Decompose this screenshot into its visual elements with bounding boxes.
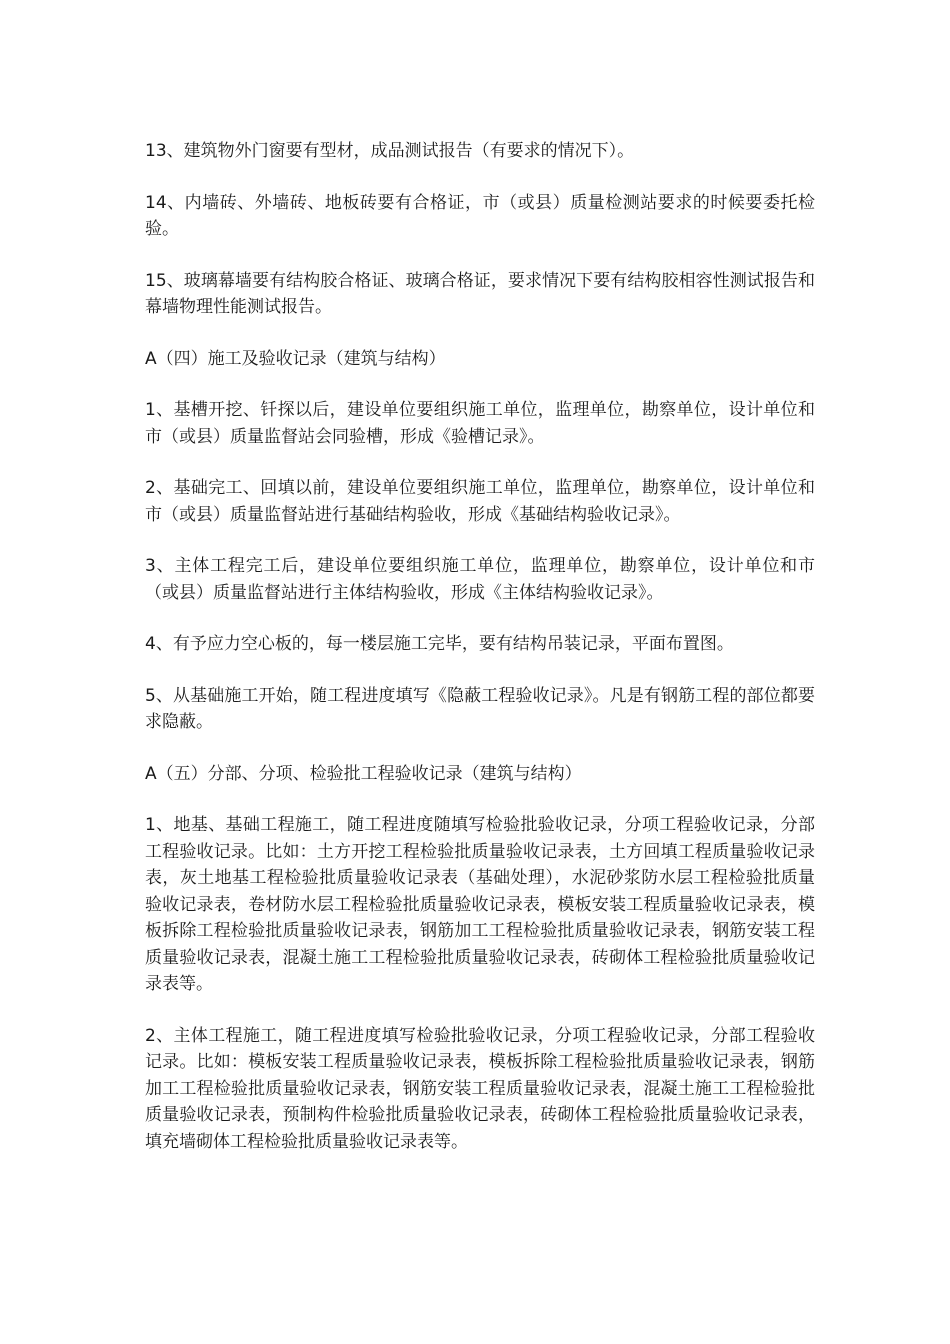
- paragraph-item-15: 15、玻璃幕墙要有结构胶合格证、玻璃合格证，要求情况下要有结构胶相容性测试报告和幕墙物理性能测试报告。: [145, 270, 815, 317]
- section-heading-4: A（四）施工及验收记录（建筑与结构）: [145, 348, 446, 369]
- paragraph-item-1b: 1、地基、基础工程施工，随工程进度随填写检验批验收记录，分项工程验收记录，分部工程验收记录。比如：土方开挖工程检验批质量验收记录表，土方回填工程质量验收记录表，灰土地基工程检验批质量验收记录表（基础处理），水泥砂浆防水层工程检验批质量验收记录表，卷材防水层工程检验批质量验收记录表，模板安装工程质量验收记录表，模板拆除工程检验批质量验收记录表，钢筋加工工程检验批质量验收记录表，钢筋安装工程质量验收记录表，混凝土施工工程检验批质量验收记录表，砖砌体工程检验批质量验收记录表等。: [145, 815, 815, 994]
- paragraph-item-1: 1、基槽开挖、钎探以后，建设单位要组织施工单位，监理单位，勘察单位，设计单位和市（或县）质量监督站会同验槽，形成《验槽记录》。: [145, 400, 815, 447]
- paragraph-item-14: 14、内墙砖、外墙砖、地板砖要有合格证，市（或县）质量检测站要求的时候要委托检验。: [145, 192, 815, 239]
- paragraph-item-2: 2、基础完工、回填以前，建设单位要组织施工单位，监理单位，勘察单位，设计单位和市（或县）质量监督站进行基础结构验收，形成《基础结构验收记录》。: [145, 478, 815, 525]
- paragraph-item-5: 5、从基础施工开始，随工程进度填写《隐蔽工程验收记录》。凡是有钢筋工程的部位都要求隐蔽。: [145, 685, 815, 732]
- section-heading-5: A（五）分部、分项、检验批工程验收记录（建筑与结构）: [145, 763, 582, 784]
- paragraph-item-13: 13、建筑物外门窗要有型材，成品测试报告（有要求的情况下）。: [145, 141, 635, 161]
- paragraph-item-2b: 2、主体工程施工，随工程进度填写检验批验收记录，分项工程验收记录，分部工程验收记录。比如：模板安装工程质量验收记录表，模板拆除工程检验批质量验收记录表，钢筋加工工程检验批质量验收记录表，钢筋安装工程质量验收记录表，混凝土施工工程检验批质量验收记录表，预制构件检验批质量验收记录表，砖砌体工程检验批质量验收记录表，填充墙砌体工程检验批质量验收记录表等。: [145, 1025, 815, 1152]
- document-body: [145, 138, 815, 1180]
- paragraph-item-4: 4、有予应力空心板的，每一楼层施工完毕，要有结构吊装记录，平面布置图。: [145, 634, 734, 654]
- paragraph-item-3: 3、主体工程完工后，建设单位要组织施工单位，监理单位，勘察单位，设计单位和市（或县）质量监督站进行主体结构验收，形成《主体结构验收记录》。: [145, 556, 815, 603]
